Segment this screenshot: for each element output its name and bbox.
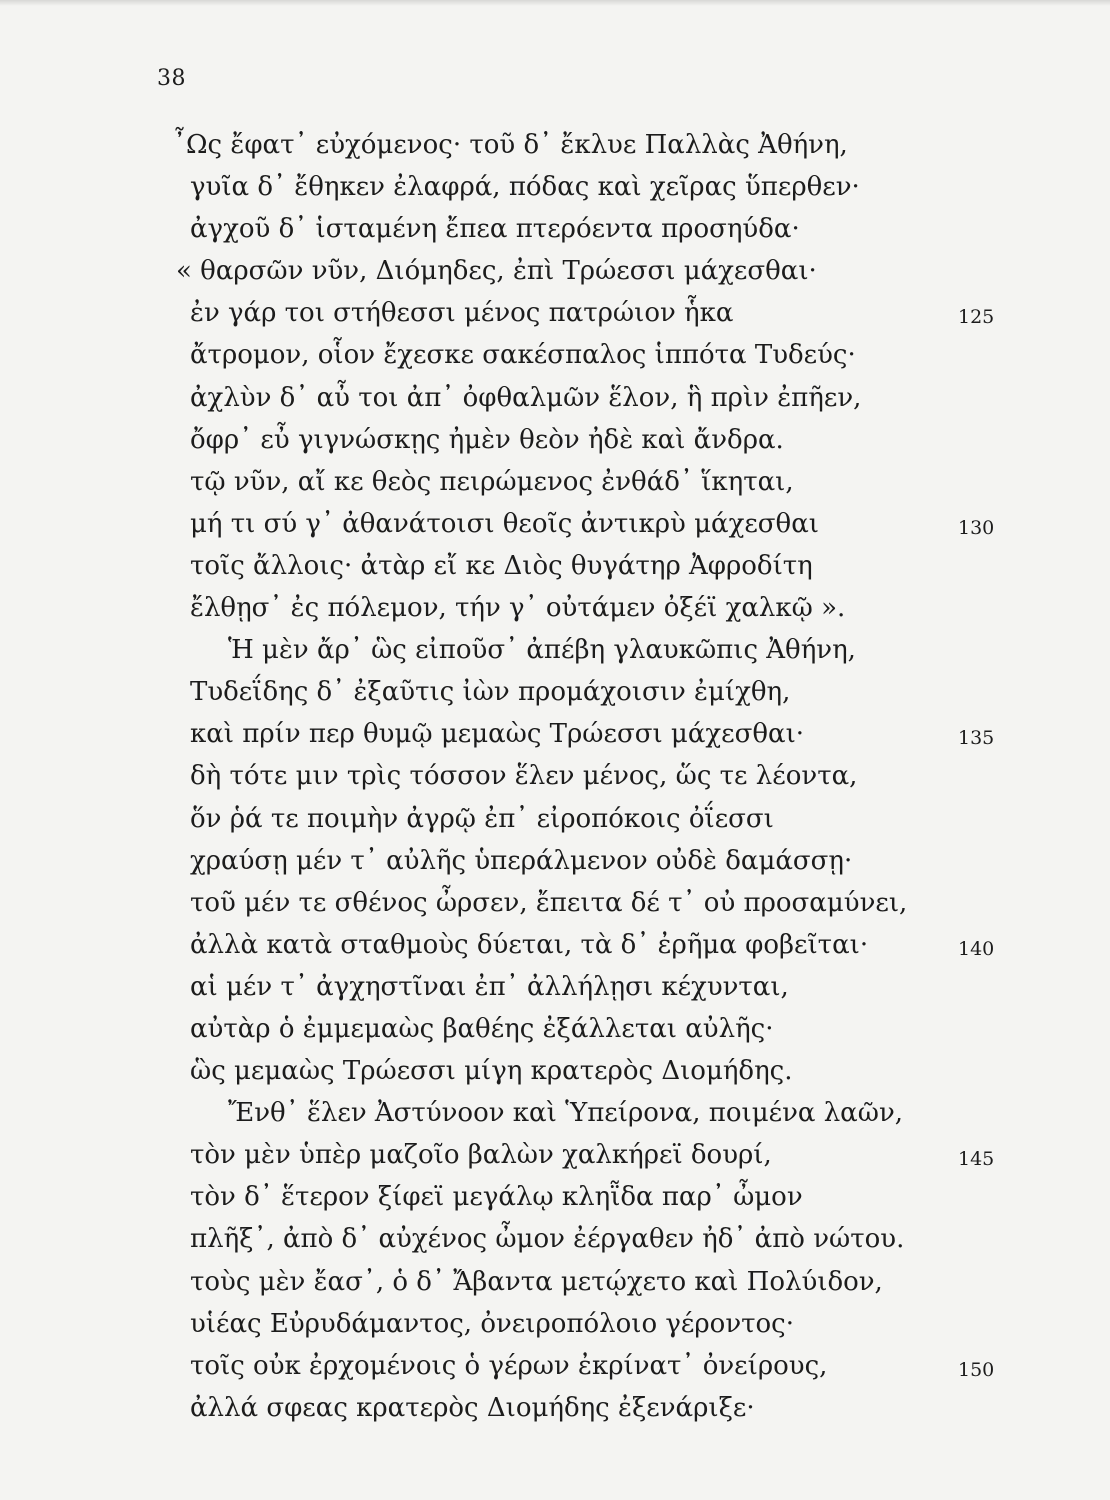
verse-line	[0, 382, 1110, 424]
verse-line	[0, 550, 1110, 592]
verse-line	[0, 676, 1110, 718]
verse-line	[0, 508, 1110, 550]
verse-line	[0, 1392, 1110, 1434]
verse-text: ῏Ως ἔφατ᾽ εὐχόμενος· τοῦ δ᾽ ἔκλυε Παλλὰς Ἀθήνη,	[173, 130, 848, 160]
verse-text: ἀλλὰ κατὰ σταθμοὺς δύεται, τὰ δ᾽ ἐρῆμα φοβεῖται·	[190, 929, 869, 960]
verse-text: αἱ μέν τ᾽ ἀγχηστῖναι ἐπ᾽ ἀλλήλῃσι κέχυνται,	[190, 971, 789, 1002]
verse-text: πλῆξ᾽, ἀπὸ δ᾽ αὐχένος ὦμον ἐέργαθεν ἠδ᾽ ἀπὸ νώτου.	[190, 1224, 905, 1255]
line-number: 145	[958, 1148, 995, 1171]
verse-text: ἐν γάρ τοι στήθεσσι μένος πατρώιον ἧκα	[190, 298, 734, 329]
line-number: 150	[958, 1358, 995, 1381]
verse-text: Τυδεΐδης δ᾽ ἐξαῦτις ἰὼν προμάχοισιν ἐμίχθη,	[190, 677, 791, 708]
verse-line	[0, 1055, 1110, 1097]
page-top-edge	[0, 0, 1110, 6]
verse-line	[0, 213, 1110, 255]
verse-line	[0, 171, 1110, 213]
verse-line	[0, 718, 1110, 760]
verse-line	[0, 1139, 1110, 1181]
verse-line	[0, 1308, 1110, 1350]
verse-text: ἀλλά σφεας κρατερὸς Διομήδης ἐξενάριξε·	[190, 1392, 755, 1423]
verse-text: καὶ πρίν περ θυμῷ μεμαὼς Τρώεσσι μάχεσθαι·	[190, 719, 805, 750]
verse-text: μή τι σύ γ᾽ ἀθανάτοισι θεοῖς ἀντικρὺ μάχεσθαι	[190, 508, 819, 539]
verse-line	[0, 887, 1110, 929]
verse-line	[0, 297, 1110, 339]
verse-text: αὐτὰρ ὁ ἐμμεμαὼς βαθέης ἐξάλλεται αὐλῆς·	[190, 1013, 774, 1044]
verse-text: Ἔνθ᾽ ἕλεν Ἀστύνοον καὶ Ὑπείρονα, ποιμένα λαῶν,	[228, 1098, 904, 1129]
line-number: 140	[958, 937, 995, 960]
verse-line	[0, 1223, 1110, 1265]
verse-line	[0, 803, 1110, 845]
line-number: 130	[958, 516, 995, 539]
verse-line	[0, 971, 1110, 1013]
verse-text: ἀχλὺν δ᾽ αὖ τοι ἀπ᾽ ὀφθαλμῶν ἕλον, ἣ πρὶν ἐπῆεν,	[190, 382, 862, 413]
verse-line	[0, 1266, 1110, 1308]
verse-text: τοῖς οὐκ ἐρχομένοις ὁ γέρων ἐκρίνατ᾽ ὀνείρους,	[190, 1350, 828, 1381]
verse-text: ὅν ῥά τε ποιμὴν ἀγρῷ ἐπ᾽ εἰροπόκοις ὀΐεσσι	[190, 803, 774, 834]
verse-line	[0, 929, 1110, 971]
verse-line	[0, 592, 1110, 634]
verse-text: τοῦ μέν τε σθένος ὦρσεν, ἔπειτα δέ τ᾽ οὐ προσαμύνει,	[190, 887, 908, 918]
verse-text: τὸν μὲν ὑπὲρ μαζοῖο βαλὼν χαλκήρεϊ δουρί,	[190, 1140, 772, 1171]
verse-text: ἀγχοῦ δ᾽ ἱσταμένη ἔπεα πτερόεντα προσηύδα·	[190, 214, 800, 245]
verse-line	[0, 339, 1110, 381]
verse-line	[0, 634, 1110, 676]
verse-line	[0, 255, 1110, 297]
verse-text: ὄφρ᾽ εὖ γιγνώσκῃς ἠμὲν θεὸν ἠδὲ καὶ ἄνδρα.	[190, 424, 784, 455]
verse-line	[0, 1013, 1110, 1055]
verse-text: « θαρσῶν νῦν, Διόμηδες, ἐπὶ Τρώεσσι μάχεσθαι·	[176, 256, 817, 287]
verse-text: ἄτρομον, οἷον ἔχεσκε σακέσπαλος ἱππότα Τυδεύς·	[190, 340, 856, 371]
verse-block	[0, 129, 1110, 1434]
line-number: 125	[958, 306, 995, 329]
verse-text: υἱέας Εὐρυδάμαντος, ὀνειροπόλοιο γέροντος·	[190, 1308, 794, 1339]
verse-line	[0, 129, 1110, 171]
verse-text: γυῖα δ᾽ ἔθηκεν ἐλαφρά, πόδας καὶ χεῖρας ὕπερθεν·	[190, 172, 860, 203]
verse-text: τοῖς ἄλλοις· ἀτὰρ εἴ κε Διὸς θυγάτηρ Ἀφροδίτη	[190, 550, 813, 581]
verse-text: τὸν δ᾽ ἕτερον ξίφεϊ μεγάλῳ κληῗδα παρ᾽ ὦμον	[190, 1182, 803, 1213]
verse-text: ὣς μεμαὼς Τρώεσσι μίγη κρατερὸς Διομήδης.	[190, 1056, 793, 1087]
verse-line	[0, 424, 1110, 466]
line-number: 135	[958, 727, 995, 750]
verse-line	[0, 845, 1110, 887]
verse-line	[0, 466, 1110, 508]
verse-line	[0, 1097, 1110, 1139]
verse-line	[0, 760, 1110, 802]
verse-text: τῷ νῦν, αἴ κε θεὸς πειρώμενος ἐνθάδ᾽ ἵκηται,	[190, 466, 794, 497]
verse-text: Ἡ μὲν ἄρ᾽ ὣς εἰποῦσ᾽ ἀπέβη γλαυκῶπις Ἀθήνη,	[228, 635, 856, 666]
verse-line	[0, 1181, 1110, 1223]
page-number: 38	[157, 66, 186, 91]
verse-text: δὴ τότε μιν τρὶς τόσσον ἕλεν μένος, ὥς τε λέοντα,	[190, 761, 858, 792]
verse-text: ἔλθῃσ᾽ ἐς πόλεμον, τήν γ᾽ οὐτάμεν ὀξέϊ χαλκῷ ».	[190, 593, 846, 624]
verse-text: τοὺς μὲν ἔασ᾽, ὁ δ᾽ Ἄβαντα μετῴχετο καὶ Πολύιδον,	[190, 1266, 883, 1297]
verse-text: χραύσῃ μέν τ᾽ αὐλῆς ὑπεράλμενον οὐδὲ δαμάσσῃ·	[190, 845, 853, 876]
verse-line	[0, 1350, 1110, 1392]
